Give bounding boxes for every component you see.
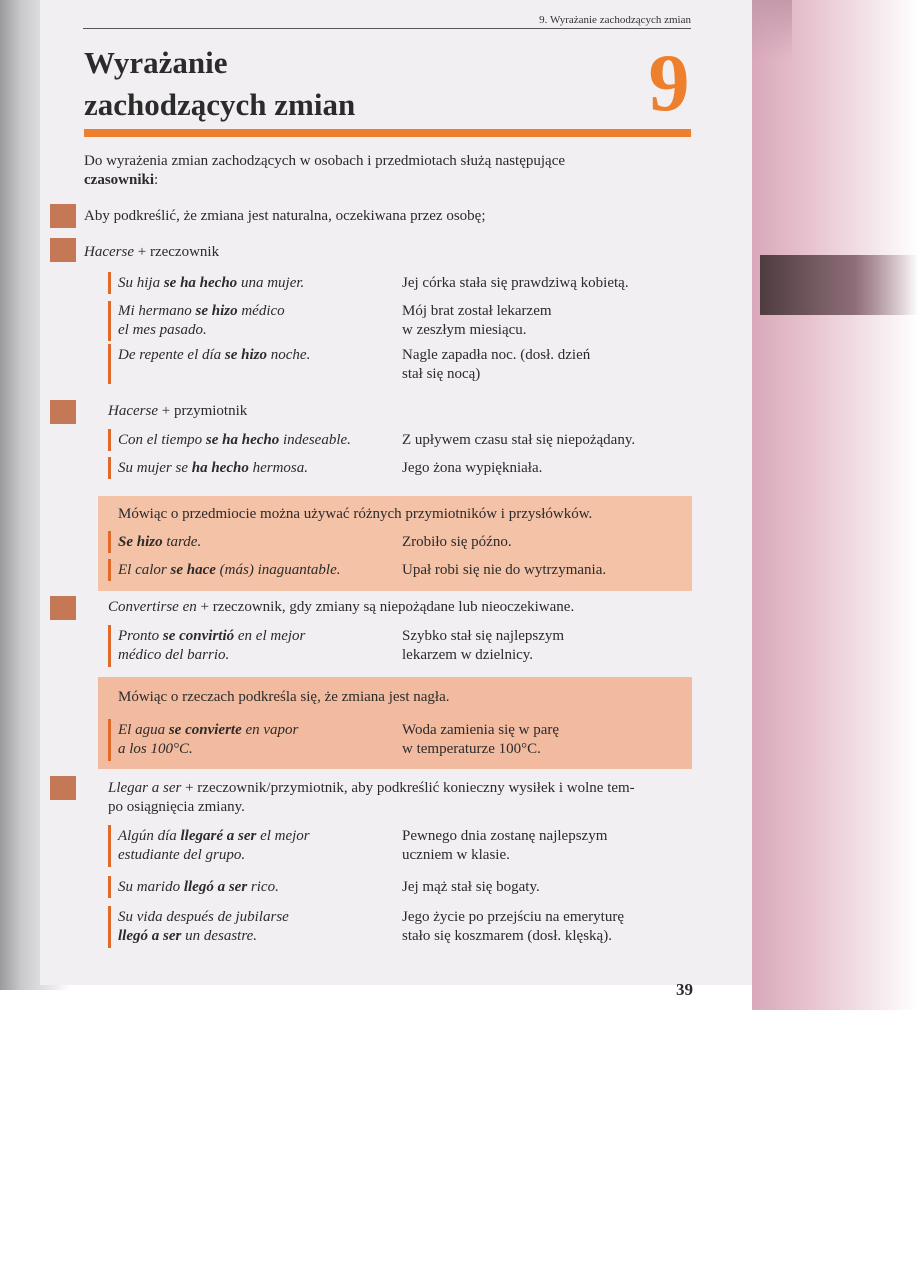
example-bar: [108, 625, 111, 667]
example-spanish: El calor se hace (más) inaguantable.: [118, 562, 341, 578]
example-bar: [108, 301, 111, 341]
example-polish: Pewnego dnia zostanę najlepszym uczniem w klasie.: [402, 828, 608, 863]
example-bar: [108, 825, 111, 867]
example-spanish: Su vida después de jubilarse llegó a ser un desastre.: [118, 909, 289, 944]
section-marker: [50, 400, 76, 424]
example-polish: Jego żona wypiękniała.: [402, 460, 543, 476]
example-polish: Z upływem czasu stał się niepożądany.: [402, 432, 636, 448]
example-bar: [108, 457, 111, 479]
rule-heading: Llegar a ser + rzeczownik/przymiotnik, aby podkreślić konieczny wysiłek i wolne tem- po osiągnięcia zmiany.: [108, 780, 635, 815]
example-polish: Woda zamienia się w parę w temperaturze 100°C.: [402, 722, 560, 757]
example-bar: [108, 344, 111, 384]
example-polish: Jej mąż stał się bogaty.: [402, 879, 540, 895]
header-rule: [83, 28, 691, 29]
chapter-number: 9: [648, 37, 690, 128]
rule-heading: Hacerse + przymiotnik: [108, 403, 248, 419]
running-head: 9. Wyrażanie zachodzących zmian: [539, 14, 691, 26]
section-marker: [50, 596, 76, 620]
example-bar: [108, 429, 111, 451]
example-spanish: Su mujer se ha hecho hermosa.: [118, 460, 309, 476]
rule-heading: Convertirse en + rzeczownik, gdy zmiany są niepożądane lub nieoczekiwane.: [108, 599, 575, 615]
example-spanish: De repente el día se hizo noche.: [118, 347, 311, 363]
example-bar: [108, 559, 111, 581]
example-spanish: Con el tiempo se ha hecho indeseable.: [118, 432, 351, 448]
example-polish: Szybko stał się najlepszym lekarzem w dzielnicy.: [402, 628, 565, 663]
rule-heading: Hacerse + rzeczownik: [84, 244, 220, 260]
intro-paragraph: Do wyrażenia zmian zachodzących w osobach i przedmiotach służą następujące czasowniki:: [84, 153, 566, 188]
example-spanish: Algún día llegaré a ser el mejor estudiante del grupo.: [118, 828, 310, 863]
example-bar: [108, 876, 111, 898]
note-text: Mówiąc o przedmiocie można używać różnych przymiotników i przysłówków.: [118, 506, 593, 522]
page-number: 39: [676, 980, 693, 999]
example-bar: [108, 272, 111, 294]
example-spanish: Pronto se convirtió en el mejor médico del barrio.: [118, 628, 306, 663]
example-spanish: Se hizo tarde.: [118, 534, 202, 550]
example-polish: Nagle zapadła noc. (dosł. dzień stał się nocą): [402, 347, 591, 382]
example-polish: Zrobiło się późno.: [402, 534, 512, 550]
section-marker: [50, 204, 76, 228]
example-spanish: Su marido llegó a ser rico.: [118, 879, 279, 895]
example-bar: [108, 906, 111, 948]
rule-text: Aby podkreślić, że zmiana jest naturalna, oczekiwana przez osobę;: [84, 208, 486, 224]
example-spanish: Su hija se ha hecho una mujer.: [118, 275, 305, 291]
note-text: Mówiąc o rzeczach podkreśla się, że zmiana jest nagła.: [118, 689, 450, 705]
example-polish: Upał robi się nie do wytrzymania.: [402, 562, 607, 578]
title-underline: [84, 129, 691, 137]
section-marker: [50, 238, 76, 262]
example-bar: [108, 719, 111, 761]
example-polish: Jej córka stała się prawdziwą kobietą.: [402, 275, 629, 291]
example-polish: Mój brat został lekarzem w zeszłym miesiącu.: [402, 303, 552, 338]
section-marker: [50, 776, 76, 800]
chapter-title: Wyrażanie zachodzących zmian: [84, 45, 356, 122]
scan-right-edge: [752, 0, 918, 1010]
example-polish: Jego życie po przejściu na emeryturę stało się koszmarem (dosł. klęską).: [402, 909, 624, 944]
scan-artifact: [752, 0, 792, 60]
example-spanish: Mi hermano se hizo médico el mes pasado.: [118, 303, 285, 338]
example-bar: [108, 531, 111, 553]
scan-artifact-band: [760, 255, 918, 315]
example-spanish: El agua se convierte en vapor a los 100°C.: [118, 722, 299, 757]
